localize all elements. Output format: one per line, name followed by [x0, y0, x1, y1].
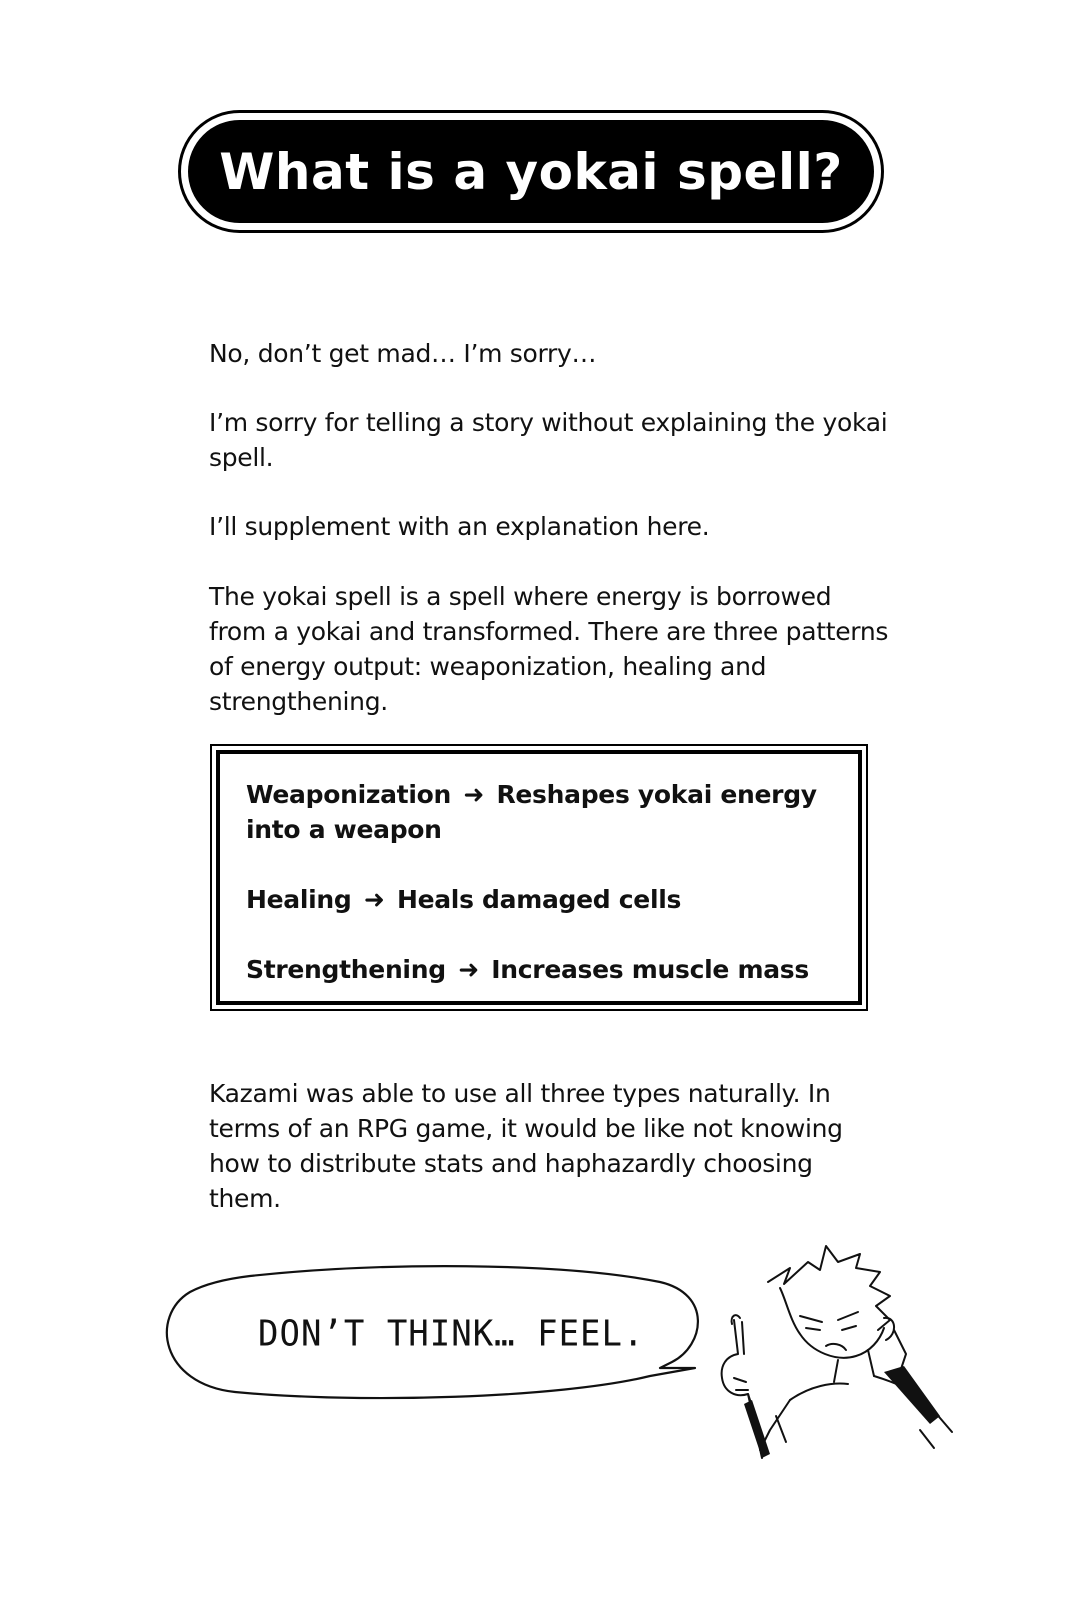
arrow-icon: ➜	[458, 955, 479, 984]
page-title: What is a yokai spell?	[219, 142, 843, 201]
box-term: Strengthening	[246, 955, 446, 984]
box-desc: Heals damaged cells	[396, 885, 682, 914]
box-term: Healing	[246, 885, 352, 914]
box-term: Weaponization	[246, 780, 451, 809]
speech-bubble-text: DON’T THINK… FEEL.	[258, 1313, 645, 1355]
paragraph-apology: No, don’t get mad… I’m sorry…	[209, 339, 597, 368]
jacket-stripe	[884, 1366, 940, 1424]
paragraph-supplement: I’ll supplement with an explanation here.	[209, 512, 710, 541]
paragraph-sorry: I’m sorry for telling a story without explaining the yokai spell.	[209, 408, 888, 472]
sleeve-stripe	[744, 1400, 770, 1458]
arrow-icon: ➜	[463, 780, 485, 809]
box-desc: Reshapes yokai energy into a weapon	[246, 780, 817, 844]
arrow-icon: ➜	[363, 885, 385, 914]
box-desc: Increases muscle mass	[491, 955, 809, 984]
paragraph-kazami: Kazami was able to use all three types naturally. In terms of an RPG game, it would be like not knowing how to distribute stats and haphazardly choosing them.	[209, 1079, 843, 1213]
paragraph-definition: The yokai spell is a spell where energy is borrowed from a yokai and transformed. There are three patterns of energy output: weaponization, healing and strengthening.	[209, 582, 889, 716]
